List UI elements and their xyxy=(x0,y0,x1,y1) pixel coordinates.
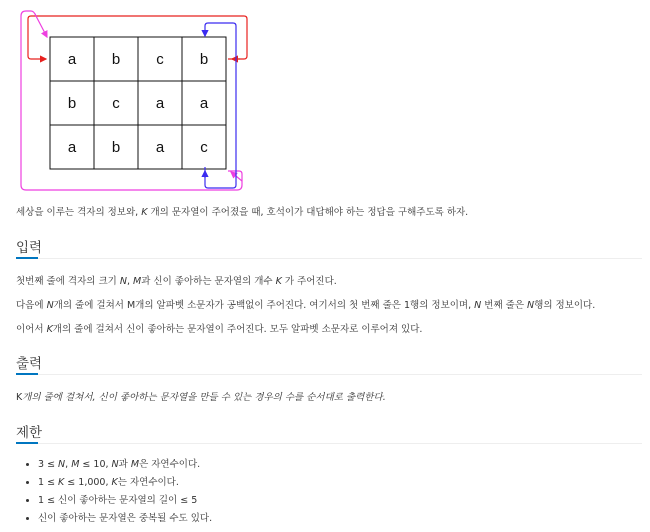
text-run: 개의 줄에 걸쳐서 M개의 알파벳 소문자가 공백없이 주어진다. 여기서의 첫 번째 줄은 1행의 정보이며, xyxy=(53,300,475,311)
grid-cell-letter: b xyxy=(111,139,121,156)
math-variable: K xyxy=(58,477,65,488)
math-variable: K xyxy=(46,324,53,335)
text-run: 3 ≤ xyxy=(38,459,59,470)
limit-item xyxy=(38,510,212,528)
math-variable: M xyxy=(133,276,142,287)
grid-cell-letter: a xyxy=(199,95,209,112)
math-variable: N xyxy=(46,300,54,311)
text-run: 1 ≤ xyxy=(38,477,59,488)
grid-cell-letter: a xyxy=(155,95,165,112)
grid-cell-letter: b xyxy=(111,51,121,68)
grid-diagram xyxy=(0,0,260,200)
input-paragraph-3 xyxy=(16,324,422,336)
text-run: 첫번째 줄에 격자의 크기 xyxy=(16,276,120,287)
text-run: ≤ 1,000, xyxy=(64,477,112,488)
output-heading-accent xyxy=(16,373,38,375)
output-heading-rule xyxy=(16,374,642,375)
math-variable: N xyxy=(527,300,535,311)
limit-item xyxy=(38,474,212,492)
text-run: 가 주어진다. xyxy=(281,276,337,287)
text-run: 신이 좋아하는 문자열은 중복될 수도 있다. xyxy=(38,513,213,524)
math-variable: N xyxy=(119,276,127,287)
limits-heading-accent xyxy=(16,442,38,444)
math-variable: 개의 줄에 걸쳐서, 신이 좋아하는 문자열을 만들 수 있는 경우의 수를 순서대로 출력한다. xyxy=(22,392,386,403)
text-run: 은 자연수이다. xyxy=(139,459,201,470)
math-variable: K xyxy=(275,276,282,287)
text-run: 개의 문자열이 주어졌을 때, 호석이가 대답해야 하는 정답을 구해주도록 하자. xyxy=(147,207,469,218)
grid-cell-letter: c xyxy=(156,51,164,68)
limits-heading-rule xyxy=(16,443,642,444)
input-heading-rule xyxy=(16,258,642,259)
text-run: ≤ 10, xyxy=(79,459,112,470)
grid-cell-letter: a xyxy=(67,51,77,68)
limits-heading: 제한 xyxy=(16,425,43,441)
text-run: K xyxy=(16,392,23,403)
limit-item xyxy=(38,492,212,510)
input-heading-accent xyxy=(16,257,38,259)
text-run: , xyxy=(65,459,72,470)
text-run: 세상을 이루는 격자의 정보와, xyxy=(16,207,142,218)
text-run: 개의 줄에 걸쳐서 신이 좋아하는 문자열이 주어진다. 모두 알파벳 소문자로 이루어져 있다. xyxy=(52,324,423,335)
text-run: 과 신이 좋아하는 문자열의 개수 xyxy=(141,276,276,287)
grid-cell-letter: c xyxy=(200,139,208,156)
text-run: 이어서 xyxy=(16,324,47,335)
limit-item xyxy=(38,456,212,474)
output-heading: 출력 xyxy=(16,356,43,372)
text-run: , xyxy=(126,276,134,287)
text-run: 과 xyxy=(118,459,131,470)
input-heading: 입력 xyxy=(16,240,43,256)
math-variable: K xyxy=(111,477,118,488)
text-run: 번째 줄은 xyxy=(481,300,528,311)
intro-paragraph xyxy=(16,207,468,219)
math-variable: N xyxy=(111,459,119,470)
math-variable: M xyxy=(71,459,80,470)
input-paragraph-1 xyxy=(16,276,337,288)
text-run: 행의 정보이다. xyxy=(534,300,596,311)
grid-cell-letter: b xyxy=(67,95,77,112)
grid-cell-letter: c xyxy=(112,95,120,112)
text-run: 는 자연수이다. xyxy=(117,477,179,488)
grid-cell-letter: a xyxy=(155,139,165,156)
grid-cell-letter: a xyxy=(67,139,77,156)
text-run: 다음에 xyxy=(16,300,47,311)
math-variable: K xyxy=(141,207,148,218)
math-variable: N xyxy=(58,459,66,470)
math-variable: N xyxy=(474,300,482,311)
input-paragraph-2 xyxy=(16,300,595,312)
grid-cell-letter: b xyxy=(199,51,209,68)
text-run: 1 ≤ 신이 좋아하는 문자열의 길이 ≤ 5 xyxy=(38,495,198,506)
math-variable: M xyxy=(130,459,140,470)
output-paragraph-1 xyxy=(16,392,386,404)
limits-list xyxy=(0,456,212,528)
